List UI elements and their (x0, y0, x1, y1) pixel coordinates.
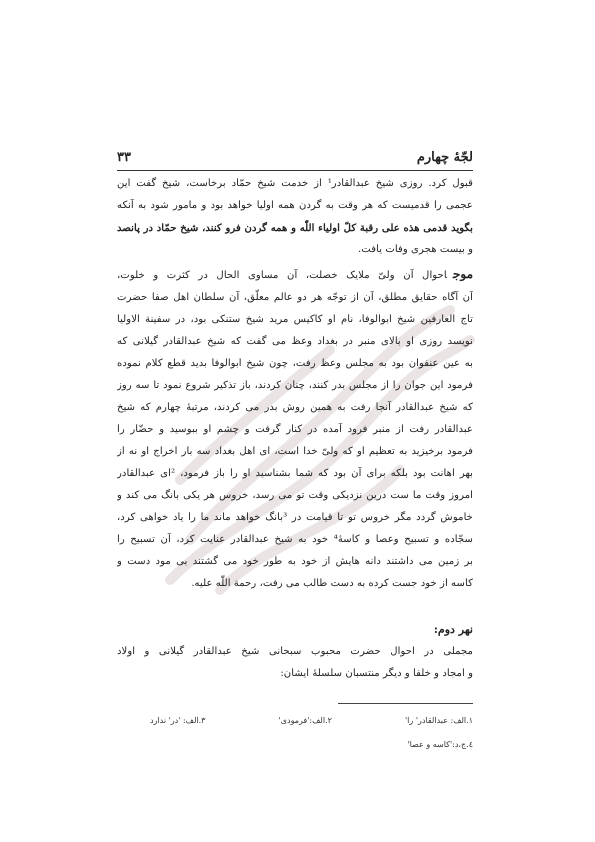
chapter-title: لجّهٔ چهارم (416, 149, 473, 165)
footnote-row (150, 712, 473, 728)
text-line: تاج العارفین شیخ ابوالوفا، نام او کاکیس مرید شیخ ستنکی بود، در سفینة الاولیا (117, 314, 473, 325)
footnotes (150, 710, 473, 752)
section-lead: موج (452, 267, 473, 281)
footnote-row (150, 736, 473, 752)
footnote-2: ۲.الف:'فرمودی' (278, 715, 332, 725)
text-line: عبدالقادر رفت از منبر فرود آمده در کنار گرفت و چشم او ببوسید و حضّار را (117, 424, 473, 435)
footnote-rule (338, 703, 473, 704)
paragraph-2 (117, 263, 473, 595)
text-line: عجمی را قدمیست که هر وقت به گردن همه اولیا خواهد بود و مامور شود به آنکه (117, 200, 473, 211)
text-line: و بیست هجری وفات یافت. (358, 244, 473, 255)
footnote-3: ۳.الف: 'در' ندارد (150, 715, 206, 725)
footnote-4: ٤.ج،د:'کاسه و عصا' (407, 739, 473, 749)
text-line: به عین عنفوان بود به مجلس وعظ رفت، چون شیخ ابوالوفا بدید قطع کلام نموده (117, 358, 473, 369)
text-line: و امجاد و خلفا و دیگر منتسبان سلسلهٔ ایشان: (280, 668, 473, 679)
text-line: بگوید قدمی هذه علی رقبة کلّ اولیاء اللّٰه و همه گردن فرو کنند، شیخ حمّاد در پانصد (117, 222, 473, 234)
text-line: فرمود این جوان را از مجلس بدر کنند، چنان کردند، باز تذکیر شروع نمود تا سه روز (117, 380, 473, 391)
page-header (117, 147, 473, 167)
text-line: بهر اهانت بود بلکه برای آن بود که شما بشناسید او را باز فرمود، ²ای عبدالقادر (117, 468, 473, 479)
text-line: مجملی در احوال حضرت محبوب سبحانی شیخ عبدالقادر گیلانی و اولاد (117, 646, 473, 657)
section-heading: نهر دوم: (433, 623, 473, 636)
text-line: فرمود برخیزید به تعظیم او که ولیّ خدا است، ای اهل بغداد سه بار اخراج او نه از (117, 446, 473, 457)
text-line: خاموش گردد مگر خروس تو تا قیامت در ³بانگ خواهد ماند ما را یاد خواهی کرد، (117, 512, 473, 523)
footnote-1: ۱.الف: عبدالقادر' را' (404, 715, 473, 725)
text-line-lead (117, 263, 473, 287)
paragraph-1 (117, 173, 473, 261)
text-line: امروز وقت ما ست درین نزدیکی وقت تو می رسد، خروس هر یکی بانگ می کند و (117, 490, 473, 501)
header-rule (117, 170, 473, 171)
paragraph-3 (117, 619, 473, 685)
text-line: سجّاده و تسبیح وعصا و کاسهٔ⁴ خود به شیخ عبدالقادر عنایت کرد، آن تسبیح را (117, 534, 473, 545)
page-number: ۳۳ (117, 149, 131, 165)
text-line: احوال آن ولیّ ملایک خصلت، آن مساوی الحال در کثرت و خلوت، (117, 270, 447, 281)
text-line: بر زمین می داشتند دانه هایش از خود به طور خود می گشتند بی مود دست و (117, 556, 473, 567)
text-line: آن آگاه حقایق مطلق، آن از توجّه هر دو عالم معلّق، آن سلطان اهل صفا حضرت (117, 292, 473, 303)
text-line: قبول کرد. روزی شیخ عبدالقادر¹ از خدمت شیخ حمّاد برخاست، شیخ گفت این (117, 178, 473, 189)
text-line: که شیخ عبدالقادر آنجا رفت به همین روش بدر می کردند، مرتبهٔ چهارم که شیخ (117, 402, 473, 413)
text-line: نویسد روزی او بالای منبر در بغداد وعظ می گفت که شیخ عبدالقادر گیلانی که (117, 336, 473, 347)
text-line: کاسه از خود جست کرده به دست طالب می رفت، رحمة اللّٰه علیه. (191, 578, 473, 589)
